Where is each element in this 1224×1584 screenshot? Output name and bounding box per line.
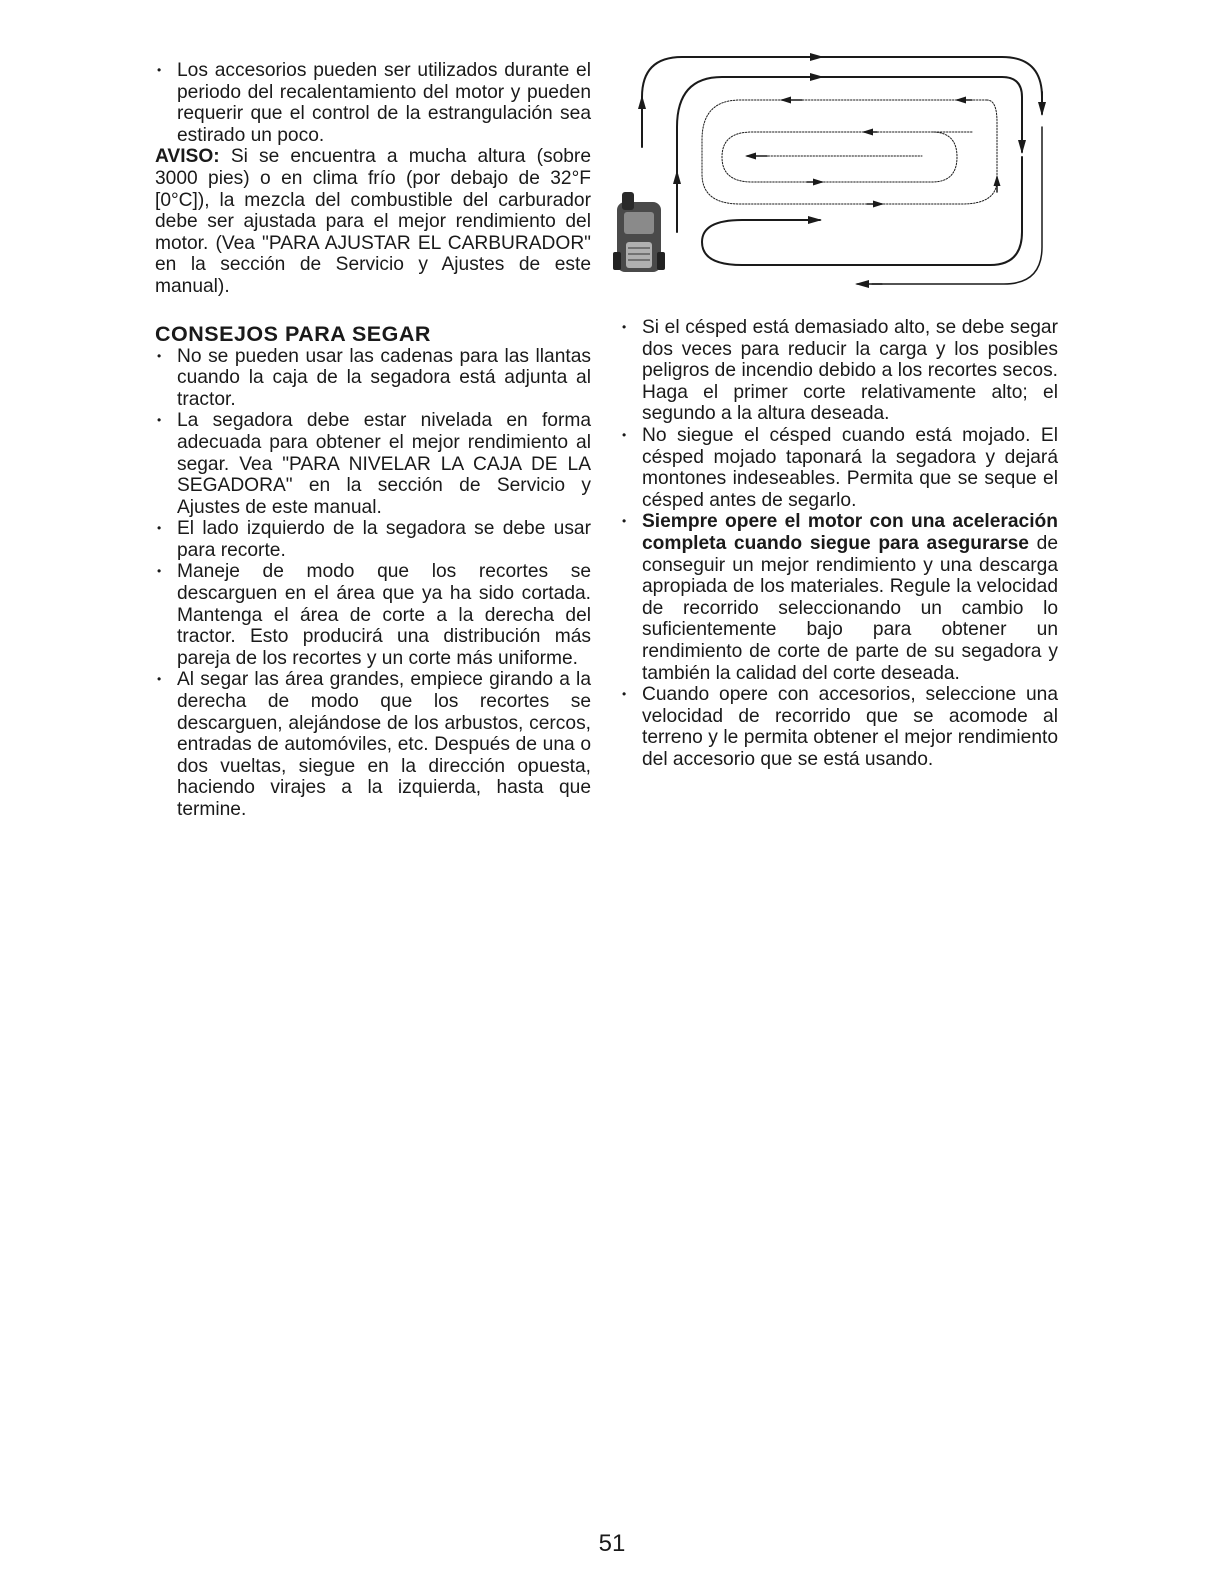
- mowing-path: [642, 57, 1042, 284]
- mowing-tips-list-left: [155, 346, 591, 821]
- notice-paragraph: [155, 146, 591, 297]
- top-bullet-list: [155, 60, 591, 146]
- section-title: CONSEJOS PARA SEGAR: [155, 321, 431, 346]
- bullet-item: • Los accesorios pueden ser utilizados durante el periodo del recalentamiento del motor y pueden requerir que el control de la estrangulación sea estirado un poco.: [155, 60, 591, 146]
- bullet-item: • Al segar las área grandes, empiece girando a la derecha de modo que los recortes se descarguen, alejándose de los arbustos, cercos, entradas de automóviles, etc. Después de una o dos vueltas, siegue en la dirección opuesta, haciendo virajes a la izquierda, hasta que termine.: [155, 669, 591, 820]
- page-number: 51: [598, 1530, 626, 1557]
- bullet-item: • El lado izquierdo de la segadora se debe usar para recorte.: [155, 518, 591, 561]
- bullet-item: • No se pueden usar las cadenas para las llantas cuando la caja de la segadora está adjunta al tractor.: [155, 346, 591, 411]
- bullet-text: de conseguir un mejor rendimiento y una descarga apropiada de los materiales. Regule la velocidad de recorrido seleccionando un cambio lo suficientemente bajo para obtener un rendimiento de corte de parte de su segadora y también la calidad del corte deseada.: [642, 532, 1058, 684]
- bullet-text: No siegue el césped cuando está mojado. El césped mojado taponará la segadora y dejará montones indeseables. Permita que se seque el césped antes de segarlo.: [642, 424, 1058, 511]
- bullet-item: • Maneje de modo que los recortes se descarguen en el área que ya ha sido cortada. Mantenga el área de corte a la derecha del tractor. Esto producirá una distribución más pareja de los recortes y un corte más uniforme.: [155, 561, 591, 669]
- bullet-item: [620, 425, 1058, 511]
- left-column: [155, 60, 591, 821]
- bullet-text: Si el césped está demasiado alto, se debe segar dos veces para reducir la carga y los posibles peligros de incendio debido a los recortes secos. Haga el primer corte relativamente alto; el segundo a la altura deseada.: [642, 317, 1058, 425]
- bullet-item: [620, 317, 1058, 425]
- bullet-item: • La segadora debe estar nivelada en forma adecuada para obtener el mejor rendimiento al segar. Vea "PARA NIVELAR LA CAJA DE LA SEGADORA" en la sección de Servicio y Ajustes de este manual.: [155, 410, 591, 518]
- bullet-text: Cuando opere con accesorios, seleccione una velocidad de recorrido que se acomode al terreno y le permita obtener el mejor rendimiento del accesorio que se está usando.: [642, 684, 1058, 770]
- bullet-item: [620, 684, 1058, 770]
- bullet-item: [620, 511, 1058, 684]
- lawn-tractor-icon: [613, 192, 665, 272]
- mowing-tips-list-right: [620, 317, 1058, 770]
- notice-label: AVISO:: [155, 146, 220, 168]
- mowing-pattern-diagram: [612, 52, 1072, 302]
- notice-text: Si se encuentra a mucha altura (sobre 3000 pies) o en clima frío (por debajo de 32°F [0°C]), la mezcla del combustible del carburador debe ser ajustada para el mejor rendimiento del motor. (Vea "PARA AJUSTAR EL CARBURADOR" en la sección de Servicio y Ajustes de este manual).: [155, 146, 591, 297]
- right-column: [620, 317, 1058, 770]
- bullet-bold-lead: Siempre opere el motor con una aceleración completa cuando siegue para asegurarse: [642, 511, 1058, 554]
